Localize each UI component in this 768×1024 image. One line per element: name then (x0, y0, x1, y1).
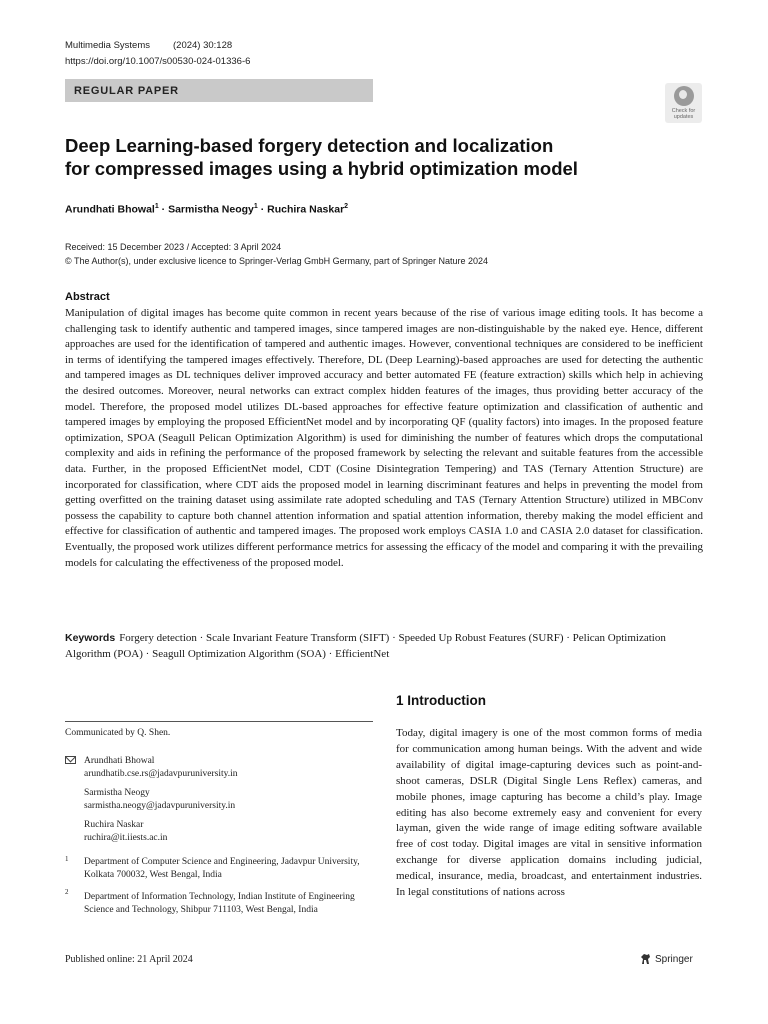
journal-name: Multimedia Systems (65, 40, 150, 51)
doi-link[interactable]: https://doi.org/10.1007/s00530-024-01336-6 (65, 56, 251, 67)
author-affiliation-mark: 2 (344, 203, 349, 210)
received-accepted-dates: Received: 15 December 2023 / Accepted: 3 April 2024 (65, 242, 282, 252)
contact-email[interactable]: ruchira@it.iiests.ac.in (84, 832, 168, 843)
keywords-label: Keywords (65, 632, 116, 644)
affiliation-text: Department of Computer Science and Engineering, Jadavpur University, Kolkata 700032, West Bengal, India (84, 857, 360, 880)
introduction-body: Today, digital imagery is one of the most common forms of media for communication among human beings. With the advent and wide availability of digital image-capturing devices such as point-and-shoot cameras, DSLR (Digital Single Lens Reflex) cameras, and mobile phones, image capturing has become a child’s play. Image editing has also become extremely easy and convenient for every layman, given the wide range of image editing software available free of cost today. Digital images are vital in sensitive information exchange for diverse application domains including judicial, medical, insurance, media, broadcast, and entertainment industries. In legal constitutions of nations across (396, 727, 702, 899)
author-name[interactable]: Sarmistha Neogy (168, 203, 254, 216)
introduction-heading: 1 Introduction (396, 693, 486, 708)
affiliation-number: 2 (65, 888, 69, 896)
envelope-icon (65, 756, 76, 764)
footnote-divider (65, 721, 373, 722)
article-title (65, 134, 665, 180)
published-online-date: Published online: 21 April 2024 (65, 954, 193, 965)
abstract-body: Manipulation of digital images has become quite common in recent years because of the rise of various image editing tools. It has become a challenging task to identify authentic and tampered images, since tampered images are non-distinguishable by the naked eye. Hence, different approaches are used for the identification of tampered and authentic images. However, conventional techniques are considered to be inefficient in terms of identifying the tampered images effectively. Therefore, DL (Deep Learning)-based approaches are used for detecting the authentic and tampered images as DL techniques deliver improved accuracy and better automated FE (feature extraction) skills which help in achieving the desired outcomes. Moreover, neural networks can extract complex hidden features of the images, thus providing better accuracy of the model. Therefore, the proposed model utilizes DL-based approaches for effective feature optimization and classification of authentic and tampered images by employing the proposed EfficientNet model and by incorporating QF (quality factors) into images. In the proposed feature optimization, SPOA (Seagull Pelican Optimization Algorithm) is used for diminishing the number of features which drops the computational complexity and aids in refining the performance of the proposed framework by selecting the relevant and suitable features from the accessible data. Further, in the proposed EfficientNet model, CDT (Cosine Disintegration Tempering) and TAS (Ternary Attention Structure) are incorporated for classification, where CDT aids the proposed model in learning discriminant features and helps in preventing the model from getting overfitted on the training dataset using assimilate rate adopted scheduling and TAS (Ternary Attention Structure) utilized in MBConv possess the capability to capture both channel attention information and spatial attention information, thereby making the model efficient and effective for classification of authentic and tampered images. The proposed work employs CASIA 1.0 and CASIA 2.0 dataset for classification. Eventually, the proposed work utilizes different performance metrics for assessing the efficacy of the model and comparing it with the prevailing models for calculating the effectiveness of the proposed model. (65, 307, 703, 569)
author-list (65, 203, 348, 216)
springer-horse-icon (640, 953, 651, 965)
springer-logo (640, 953, 693, 965)
journal-volume: (2024) 30:128 (173, 40, 233, 51)
affiliation-number: 1 (65, 855, 69, 863)
abstract-heading: Abstract (65, 291, 110, 303)
contact-name: Ruchira Naskar (84, 820, 144, 830)
title-line-2: for compressed images using a hybrid optimization model (65, 158, 578, 179)
title-line-1: Deep Learning-based forgery detection and localization (65, 135, 554, 156)
section-label-bar (65, 79, 373, 102)
author-separator: · (158, 203, 169, 216)
contact-email[interactable]: sarmistha.neogy@jadavpuruniversity.in (84, 800, 236, 811)
contact-email[interactable]: arundhatib.cse.rs@jadavpuruniversity.in (84, 768, 238, 779)
author-affiliation-mark: 1 (154, 203, 159, 210)
copyright-notice: © The Author(s), under exclusive licence to Springer-Verlag GmbH Germany, part of Springer Nature 2024 (65, 256, 488, 266)
section-label: REGULAR PAPER (74, 84, 179, 97)
author-name[interactable]: Arundhati Bhowal (65, 203, 155, 216)
author-separator: · (257, 203, 268, 216)
author-affiliation-mark: 1 (253, 203, 258, 210)
check-updates-icon (674, 86, 694, 106)
contact-entry (84, 787, 235, 812)
check-updates-label: Check for updates (671, 108, 696, 120)
affiliation-text: Department of Information Technology, Indian Institute of Engineering Science and Technology, Shibpur 711103, West Bengal, India (84, 892, 355, 915)
keywords-text: Forgery detection · Scale Invariant Feature Transform (SIFT) · Speeded Up Robust Features (SURF) · Pelican Optimization Algorithm (POA) · Seagull Optimization Algorithm (SOA) · EfficientNet (65, 632, 666, 660)
contact-entry (84, 819, 167, 844)
publisher-name: Springer (655, 953, 693, 965)
contact-name: Arundhati Bhowal (84, 756, 155, 766)
contact-name: Sarmistha Neogy (84, 788, 150, 798)
keywords-block (65, 630, 703, 662)
communicated-by: Communicated by Q. Shen. (65, 728, 171, 738)
author-name[interactable]: Ruchira Naskar (267, 203, 345, 216)
check-for-updates-badge[interactable] (665, 83, 702, 123)
contact-entry (84, 755, 238, 780)
